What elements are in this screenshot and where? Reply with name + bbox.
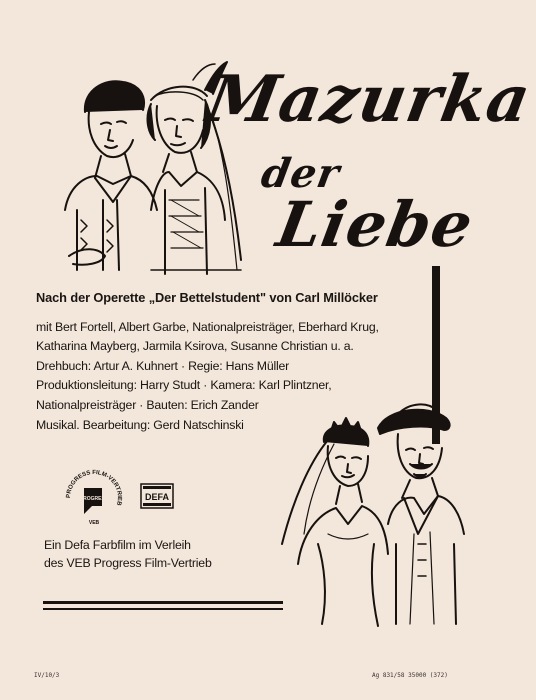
bottom-rule-thin: [43, 608, 283, 610]
credits-line-music: Musikal. Bearbeitung: Gerd Natschinski: [36, 417, 244, 432]
credits-headline: Nach der Operette „Der Bettelstudent" von Carl Millöcker: [36, 290, 378, 305]
progress-center-text: PROGRESS: [79, 496, 109, 502]
print-code-right: Ag 831/58 35000 (372): [372, 672, 448, 679]
credits-line-cast-2: Katharina Mayberg, Jarmila Ksirova, Susanne Christian u. a.: [36, 339, 354, 354]
bottom-rule-thick: [43, 601, 283, 604]
distributor-line-1: Ein Defa Farbfilm im Verleih: [44, 538, 191, 552]
credits-line-script: Drehbuch: Artur A. Kuhnert · Regie: Hans Müller: [36, 358, 290, 373]
title-der: der: [257, 150, 344, 197]
credits-line-production: Produktionsleitung: Harry Studt · Kamera: Karl Plintzner,: [36, 378, 332, 393]
defa-logo: [137, 480, 177, 512]
couple-illustration-bottom: [278, 394, 468, 630]
title-mazurka: Mazurka: [201, 62, 536, 137]
progress-film-logo: [62, 466, 126, 530]
progress-veb-text: VEB: [88, 520, 100, 526]
defa-logo-text: DEFA: [144, 492, 170, 502]
title-liebe: Liebe: [271, 188, 479, 261]
distributor-line-2: des VEB Progress Film-Vertrieb: [44, 556, 212, 570]
credits-line-sets: Nationalpreisträger · Bauten: Erich Zander: [36, 397, 259, 412]
print-code-left: IV/10/3: [34, 672, 60, 679]
progress-ring-text: PROGRESS FILM-VERTRIEB: [65, 469, 123, 506]
credits-line-cast-1: mit Bert Fortell, Albert Garbe, Nationalpreisträger, Eberhard Krug,: [36, 319, 379, 334]
distributor-block: [44, 536, 284, 572]
